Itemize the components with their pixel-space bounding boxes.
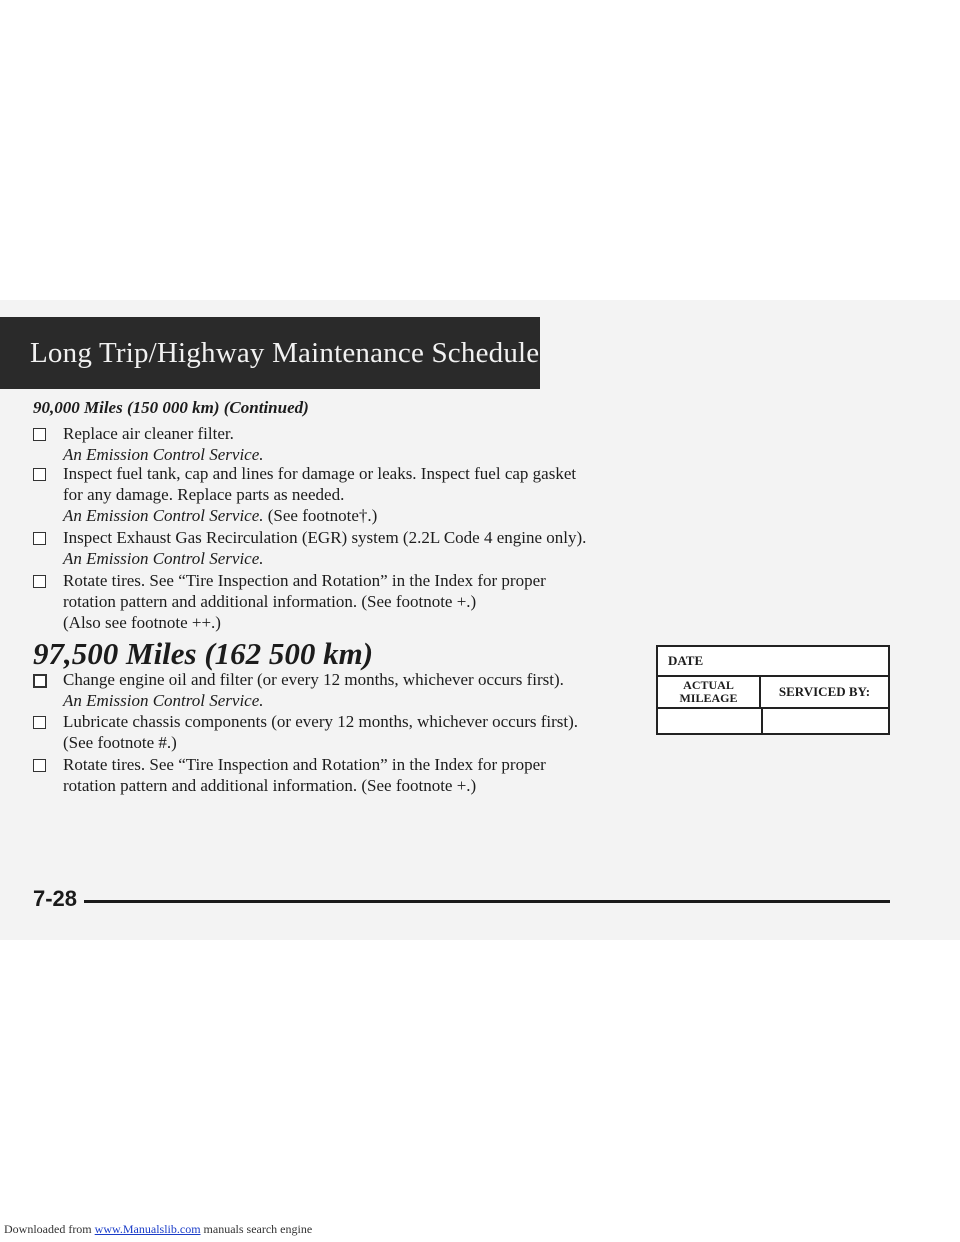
checkbox-icon[interactable] <box>33 532 46 545</box>
item-note-footnote: (See footnote†.) <box>263 506 378 525</box>
checklist-item-change-oil <box>33 669 633 711</box>
item-text: Lubricate chassis components (or every 12 months, whichever occurs first). <box>63 712 579 731</box>
item-note <box>63 505 633 526</box>
item-text: Replace air cleaner filter. <box>63 424 234 443</box>
checklist-item-rotate-tires <box>33 570 633 633</box>
item-text: (Also see footnote ++.) <box>63 613 221 632</box>
service-record-box <box>656 645 890 735</box>
checklist-item-inspect-fuel-tank <box>33 463 633 526</box>
download-footer <box>4 1222 312 1237</box>
item-text: rotation pattern and additional information. (See footnote +.) <box>63 592 477 611</box>
manualslib-link[interactable]: www.Manualslib.com <box>94 1222 201 1236</box>
checkbox-icon[interactable] <box>33 716 46 729</box>
item-text: Inspect fuel tank, cap and lines for damage or leaks. Inspect fuel cap gasket <box>63 464 577 483</box>
checkbox-icon[interactable] <box>33 575 46 588</box>
footer-suffix: manuals search engine <box>200 1222 313 1236</box>
checkbox-icon[interactable] <box>33 468 46 481</box>
item-text: Rotate tires. See “Tire Inspection and Rotation” in the Index for proper <box>63 571 546 590</box>
footer-rule <box>84 900 890 903</box>
item-text: Change engine oil and filter (or every 12 months, whichever occurs first). <box>63 670 564 689</box>
mileage-entry-field[interactable] <box>658 709 763 733</box>
date-label: DATE <box>668 653 704 668</box>
checklist-item-lubricate-chassis <box>33 711 633 753</box>
checkbox-icon[interactable] <box>33 759 46 772</box>
item-note-italic: An Emission Control Service. <box>63 506 264 525</box>
checklist-item-replace-air-filter <box>33 423 633 465</box>
item-note: An Emission Control Service. <box>63 691 264 710</box>
page-number: 7-28 <box>33 886 78 911</box>
mileage-label-line2: MILEAGE <box>679 691 738 705</box>
section-heading-90000: 90,000 Miles (150 000 km) (Continued) <box>33 398 309 417</box>
item-text: Inspect Exhaust Gas Recirculation (EGR) system (2.2L Code 4 engine only). <box>63 528 587 547</box>
actual-mileage-header <box>658 677 761 707</box>
serviced-by-entry-field[interactable] <box>763 709 888 733</box>
serviced-by-header: SERVICED BY: <box>778 684 871 699</box>
checklist-item-rotate-tires-2 <box>33 754 633 796</box>
mileage-label-line1: ACTUAL <box>683 678 734 692</box>
item-text: (See footnote #.) <box>63 733 177 752</box>
item-note: An Emission Control Service. <box>63 445 264 464</box>
item-text: for any damage. Replace parts as needed. <box>63 485 345 504</box>
date-field[interactable] <box>658 647 888 677</box>
checkbox-icon[interactable] <box>33 674 47 688</box>
item-text: Rotate tires. See “Tire Inspection and Rotation” in the Index for proper <box>63 755 546 774</box>
footer-prefix: Downloaded from <box>4 1222 95 1236</box>
record-header-row <box>658 677 888 709</box>
record-entry-row <box>658 709 888 733</box>
checklist-item-inspect-egr <box>33 527 633 569</box>
item-text: rotation pattern and additional information. (See footnote +.) <box>63 776 477 795</box>
item-note: An Emission Control Service. <box>63 549 264 568</box>
page-header-title: Long Trip/Highway Maintenance Schedule <box>0 317 540 389</box>
checkbox-icon[interactable] <box>33 428 46 441</box>
section-heading-97500: 97,500 Miles (162 500 km) <box>33 636 374 671</box>
